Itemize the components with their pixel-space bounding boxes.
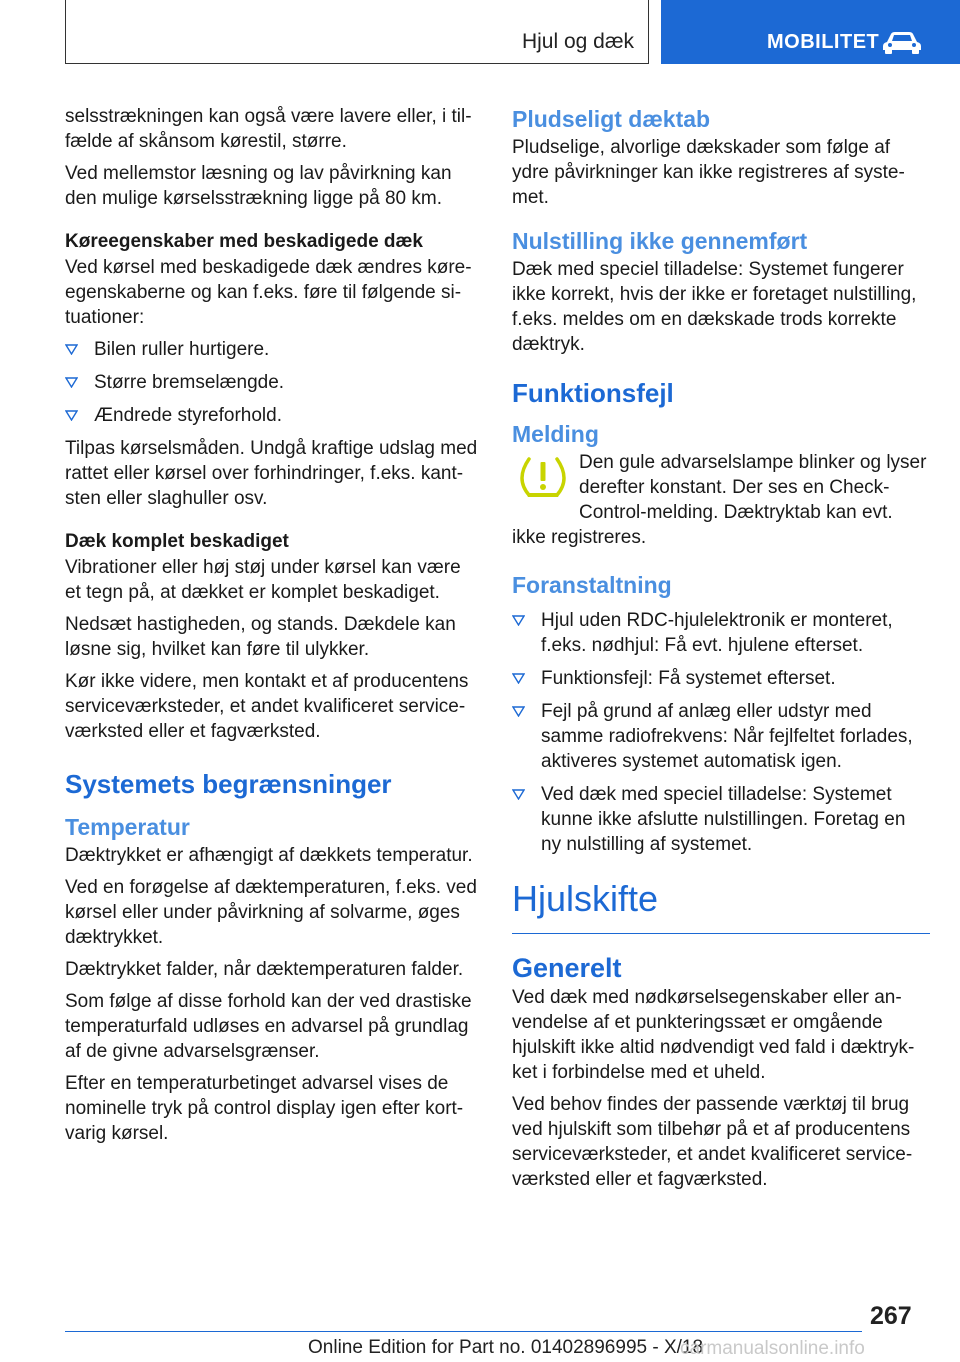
triangle-bullet-icon (512, 673, 525, 684)
right-column (512, 104, 930, 1199)
car-icon (881, 30, 923, 54)
page-number: 267 (870, 1302, 912, 1330)
subheading-tire-destroyed: Dæk komplet beskadiget (65, 531, 289, 552)
triangle-bullet-icon (512, 706, 525, 717)
heading-wheel-change: Hjulskifte (512, 877, 930, 934)
list-item (512, 699, 930, 774)
subheading-damaged-tires: Køreegenskaber med beskadigede dæk (65, 231, 423, 252)
list-item-text: Bilen ruller hurtigere. (94, 339, 270, 360)
left-column (65, 104, 480, 1153)
heading-malfunction: Funktionsfejl (512, 378, 674, 408)
list-item-text: Hjul uden RDC-hjulelektronik er monteret, f.eks. nødhjul: Få evt. hjulene efterset. (541, 610, 893, 656)
tire-pressure-warning-icon (520, 456, 566, 498)
edition-text: Online Edition for Part no. 01402896995 - X/18 (308, 1337, 704, 1358)
paragraph: Ved en forøgelse af dæktemperaturen, f.eks. ved kørsel eller under påvirkning af solvarme, øges dæktrykket. (65, 877, 477, 948)
heading-system-limits: Systemets begrænsninger (65, 769, 392, 799)
triangle-bullet-icon (512, 789, 525, 800)
tab-label: MOBILITET (767, 31, 880, 53)
paragraph: Kør ikke videre, men kontakt et af producentens serviceværksteder, et andet kvalificeret service-værksted eller et fagværksted. (65, 671, 469, 742)
list-item (65, 337, 480, 362)
paragraph: ikke registreres. (512, 527, 647, 548)
triangle-bullet-icon (65, 344, 78, 355)
paragraph: Vibrationer eller høj støj under kørsel kan være et tegn på, at dækket er komplet beskadiget. (65, 557, 461, 603)
list-item-text: Større bremselængde. (94, 372, 285, 393)
list-item (512, 608, 930, 658)
paragraph: Ved dæk med nødkørselsegenskaber eller an-vendelse af et punkteringssæt er omgående hjulskift ikke altid nødvendigt ved fald i dæktryk-ket i forbindelse med et uheld. (512, 987, 915, 1083)
list-item (65, 403, 480, 428)
paragraph: Pludselige, alvorlige dækskader som følge af ydre påvirkninger kan ikke registreres af syste-met. (512, 137, 905, 208)
heading-temperature: Temperatur (65, 814, 190, 840)
heading-measures: Foranstaltning (512, 572, 672, 598)
paragraph: Ved behov findes der passende værktøj til brug ved hjulskift som tilbehør på et af producentens serviceværksteder, et andet kvalificeret service-værksted eller et fagværksted. (512, 1094, 913, 1190)
bullet-list (512, 608, 930, 857)
triangle-bullet-icon (65, 410, 78, 421)
paragraph: Dæktrykket falder, når dæktemperaturen falder. (65, 959, 464, 980)
triangle-bullet-icon (512, 615, 525, 626)
triangle-bullet-icon (65, 377, 78, 388)
list-item-text: Funktionsfejl: Få systemet efterset. (541, 668, 836, 689)
watermark: carmanualsonline.info (680, 1338, 865, 1359)
paragraph: Efter en temperaturbetinget advarsel vises de nominelle tryk på control display igen efter kort-varig kørsel. (65, 1073, 464, 1144)
paragraph: Ved kørsel med beskadigede dæk ændres køre-egenskaberne og kan f.eks. føre til følgende si-tuationer: (65, 257, 472, 328)
warning-text: Den gule advarselslampe blinker og lyser derefter konstant. Der ses en Check-Control-melding. Dæktryktab kan evt. (579, 452, 927, 523)
paragraph: Nedsæt hastigheden, og stands. Dækdele kan løsne sig, hvilket kan føre til ulykker. (65, 614, 456, 660)
heading-sudden-tire-loss: Pludseligt dæktab (512, 106, 711, 132)
list-item-text: Ved dæk med speciel tilladelse: Systemet kunne ikke afslutte nulstillingen. Foretag en ny nulstilling af systemet. (541, 784, 906, 855)
list-item (512, 666, 930, 691)
paragraph: Dæktrykket er afhængigt af dækkets temperatur. (65, 845, 473, 866)
paragraph: Dæk med speciel tilladelse: Systemet fungerer ikke korrekt, hvis der ikke er foretaget nulstilling, f.eks. meldes om en dækskade trods korrekte dæktryk. (512, 259, 917, 355)
heading-message: Melding (512, 421, 599, 447)
list-item-text: Fejl på grund af anlæg eller udstyr med samme radiofrekvens: Når fejlfeltet forlades, aktiveres systemet automatisk igen. (541, 701, 913, 772)
footer-divider (65, 1331, 862, 1332)
heading-general: Generelt (512, 953, 622, 983)
list-item-text: Ændrede styreforhold. (94, 405, 282, 426)
paragraph: selsstrækningen kan også være lavere eller, i til-fælde af skånsom kørestil, større. (65, 106, 472, 152)
paragraph: Som følge af disse forhold kan der ved drastiske temperaturfald udløses en advarsel på grundlag af de givne advarselsgrænser. (65, 991, 472, 1062)
header-section-box (65, 0, 649, 64)
paragraph: Tilpas kørselsmåden. Undgå kraftige udslag med rattet eller kørsel over forhindringer, f.eks. kant-sten eller slaghuller osv. (65, 438, 478, 509)
section-title: Hjul og dæk (521, 30, 634, 53)
paragraph: Ved mellemstor læsning og lav påvirkning kan den mulige kørselsstrækning ligge på 80 km. (65, 163, 452, 209)
heading-reset-not-done: Nulstilling ikke gennemført (512, 228, 808, 254)
list-item (512, 782, 930, 857)
list-item (65, 370, 480, 395)
warning-block (512, 450, 930, 525)
bullet-list (65, 337, 480, 428)
